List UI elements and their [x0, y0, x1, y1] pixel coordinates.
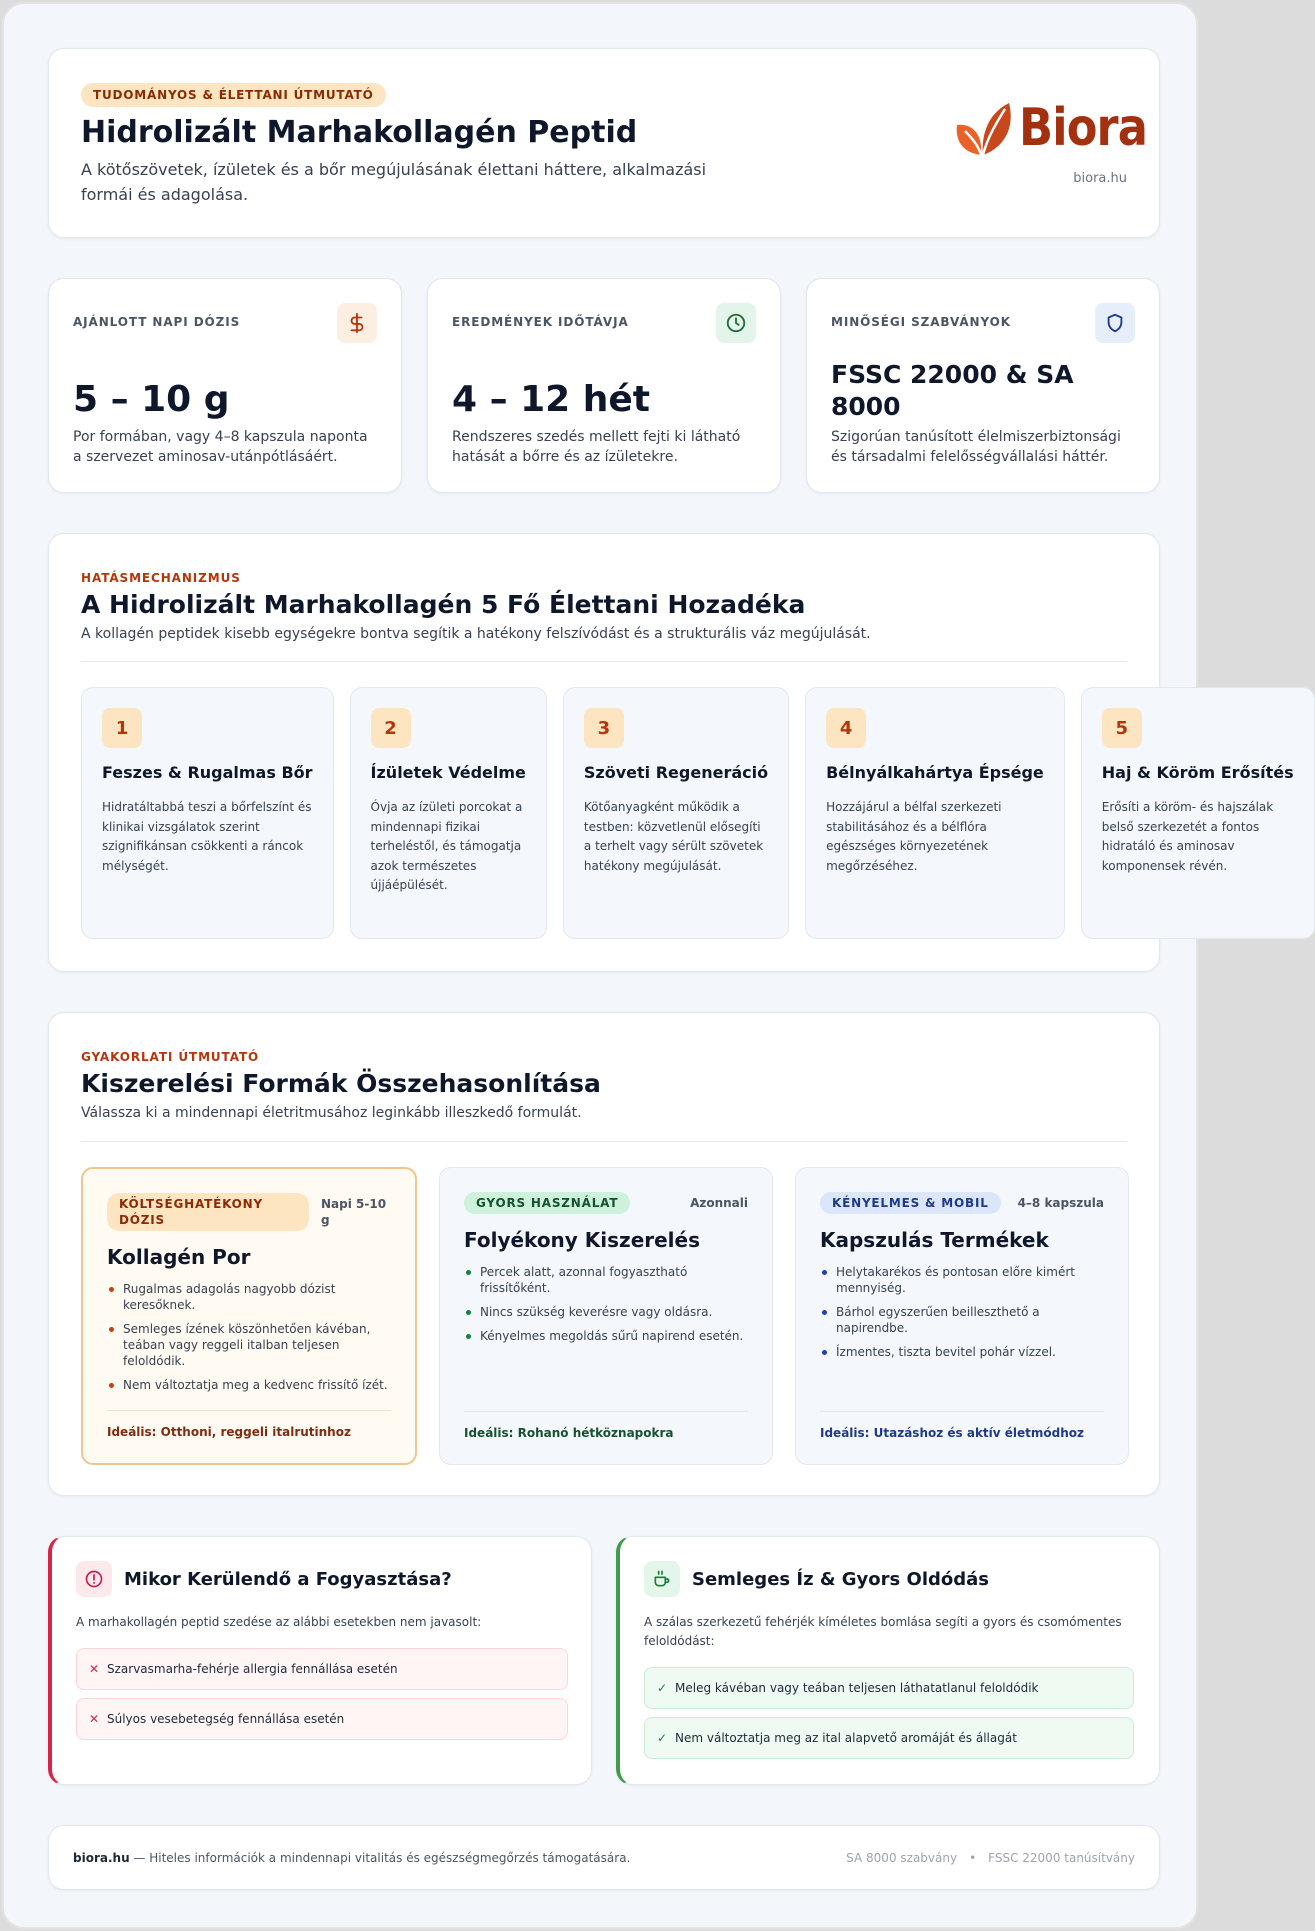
benefit-number: 3: [584, 708, 624, 748]
benefit-number: 4: [826, 708, 866, 748]
warning-item: [76, 1648, 568, 1690]
list-item: Rugalmas adagolás nagyobb dózist keresőknek.: [107, 1281, 391, 1313]
benefit-title: Feszes & Rugalmas Bőr: [102, 763, 313, 782]
benefit-title: Haj & Köröm Erősítés: [1101, 763, 1294, 782]
footer-cert: FSSC 22000 tanúsítvány: [988, 1851, 1135, 1865]
warning-text: Súlyos vesebetegség fennállása esetén: [107, 1712, 345, 1726]
footer-cert: SA 8000 szabvány: [846, 1851, 958, 1865]
footer-certifications: [846, 1826, 1135, 1891]
header-tag: TUDOMÁNYOS & ÉLETTANI ÚTMUTATÓ: [81, 83, 386, 107]
contraindications-card: [48, 1536, 592, 1785]
form-dose: Azonnali: [690, 1196, 748, 1210]
section-title: A Hidrolizált Marhakollagén 5 Fő Élettani Hozadéka: [81, 590, 806, 619]
form-card-list: [81, 1167, 1129, 1465]
benefit-description: Óvja az ízületi porcokat a mindennapi fizikai terheléstől, és támogatja azok természetes újjáépülését.: [370, 800, 523, 892]
card-title: Semleges Íz & Gyors Oldódás: [692, 1568, 989, 1590]
shield-icon: [1095, 303, 1135, 343]
form-title: Kapszulás Termékek: [820, 1228, 1049, 1252]
benefit-title: Ízületek Védelme: [370, 763, 526, 782]
header-url[interactable]: biora.hu: [1073, 171, 1127, 186]
stat-card-standards: [806, 278, 1160, 493]
header-card: [48, 48, 1160, 238]
form-card-capsule[interactable]: [795, 1167, 1129, 1465]
alert-icon: [76, 1561, 112, 1597]
footer-separator: •: [969, 1851, 977, 1865]
benefit-card: [563, 687, 789, 939]
form-title: Folyékony Kiszerelés: [464, 1228, 701, 1252]
stat-label: AJÁNLOTT NAPI DÓZIS: [73, 315, 241, 329]
benefit-check-list: [644, 1667, 1134, 1767]
stat-label: MINŐSÉGI SZABVÁNYOK: [831, 315, 1011, 329]
forms-section: [48, 1012, 1160, 1496]
section-subtitle: Válassza ki a mindennapi életritmusához leginkább illeszkedő formulát.: [81, 1105, 582, 1121]
card-intro: A szálas szerkezetű fehérjék kíméletes bomlása segíti a gyors és csomómentes feloldódást:: [644, 1615, 1122, 1648]
benefit-number: 1: [102, 708, 142, 748]
form-card-powder[interactable]: [81, 1167, 417, 1465]
stat-value: 4 – 12 hét: [452, 379, 650, 420]
check-text: Meleg kávéban vagy teában teljesen láthatatlanul feloldódik: [675, 1681, 1039, 1695]
brand-logo[interactable]: [953, 97, 1148, 159]
benefit-card: [350, 687, 547, 939]
form-ideal: Ideális: Utazáshoz és aktív életmódhoz: [820, 1411, 1104, 1440]
stat-card-timeframe: [427, 278, 781, 493]
form-points: [107, 1281, 391, 1393]
taste-card: [616, 1536, 1160, 1785]
form-ideal: Ideális: Rohanó hétköznapokra: [464, 1411, 748, 1440]
stat-label: EREDMÉNYEK IDŐTÁVJA: [452, 315, 629, 329]
cross-icon: ✕: [89, 1662, 100, 1676]
section-title: Kiszerelési Formák Összehasonlítása: [81, 1069, 601, 1098]
benefit-number: 2: [371, 708, 411, 748]
section-subtitle: A kollagén peptidek kisebb egységekre bontva segítik a hatékony felszívódást és a strukturális váz megújulását.: [81, 626, 871, 642]
warning-text: Szarvasmarha-fehérje allergia fennállása esetén: [107, 1662, 398, 1676]
leaf-logo-icon: [953, 97, 1015, 159]
stat-description: Szigorúan tanúsított élelmiszerbiztonsági és társadalmi felelősségvállalási háttér.: [831, 429, 1121, 465]
check-icon: ✓: [657, 1681, 668, 1695]
list-item: Semleges ízének köszönhetően kávéban, teában vagy reggeli italban teljesen feloldódik.: [107, 1321, 391, 1369]
list-item: Nincs szükség keverésre vagy oldásra.: [464, 1304, 748, 1320]
benefit-title: Szöveti Regeneráció: [583, 763, 769, 782]
form-badge: KÉNYELMES & MOBIL: [820, 1192, 1001, 1214]
list-item: Kényelmes megoldás sűrű napirend esetén.: [464, 1328, 748, 1344]
stat-description: Por formában, vagy 4–8 kapszula naponta a szervezet aminosav-utánpótlásáért.: [73, 429, 368, 465]
benefit-number: 5: [1102, 708, 1142, 748]
section-tag: HATÁSMECHANIZMUS: [81, 571, 241, 585]
list-item: Bárhol egyszerűen beilleszthető a napirendbe.: [820, 1304, 1104, 1336]
logo-wordmark: Biora: [1019, 98, 1148, 158]
check-icon: ✓: [657, 1731, 668, 1745]
form-badge: KÖLTSÉGHATÉKONY DÓZIS: [107, 1193, 309, 1231]
check-text: Nem változtatja meg az ital alapvető aromáját és állagát: [675, 1731, 1017, 1745]
form-badge: GYORS HASZNÁLAT: [464, 1192, 630, 1214]
list-item: Helytakarékos és pontosan előre kimért mennyiség.: [820, 1264, 1104, 1296]
benefit-card: [81, 687, 334, 939]
page-title: Hidrolizált Marhakollagén Peptid: [81, 115, 638, 150]
benefit-description: Kötőanyagként működik a testben: közvetlenül elősegíti a terhelt vagy sérült szövetek hatékony megújulását.: [583, 800, 764, 873]
stat-value: 5 – 10 g: [73, 379, 230, 420]
card-title: Mikor Kerülendő a Fogyasztása?: [124, 1568, 452, 1590]
form-title: Kollagén Por: [107, 1245, 251, 1269]
footer-tagline: — Hiteles információk a mindennapi vitalitás és egészségmegőrzés támogatására.: [129, 1851, 631, 1865]
benefit-card: [1081, 687, 1315, 939]
footer: [48, 1825, 1160, 1890]
stat-value: FSSC 22000 & SA 8000: [831, 360, 1074, 421]
form-dose: Napi 5-10 g: [321, 1197, 387, 1227]
footer-text: [73, 1826, 630, 1891]
benefit-description: Hozzájárul a bélfal szerkezeti stabilitásához és a bélflóra egészséges környezetének megőrzéséhez.: [826, 800, 1002, 873]
benefit-description: Erősíti a köröm- és hajszálak belső szerkezetét a fontos hidratáló és aminosav komponensek révén.: [1101, 800, 1274, 873]
page-subtitle: A kötőszövetek, ízületek és a bőr megújulásának élettani háttere, alkalmazási formái és adagolása.: [81, 160, 707, 204]
dollar-icon: [337, 303, 377, 343]
section-tag: GYAKORLATI ÚTMUTATÓ: [81, 1050, 260, 1064]
warning-item: [76, 1698, 568, 1740]
form-points: [820, 1264, 1104, 1360]
card-intro: A marhakollagén peptid szedése az alábbi esetekben nem javasolt:: [76, 1615, 482, 1629]
form-ideal: Ideális: Otthoni, reggeli italrutinhoz: [107, 1410, 391, 1439]
list-item: Nem változtatja meg a kedvenc frissítő ízét.: [107, 1377, 391, 1393]
list-item: Percek alatt, azonnal fogyasztható frissítőként.: [464, 1264, 748, 1296]
benefit-card: [805, 687, 1065, 939]
footer-brand[interactable]: biora.hu: [73, 1851, 130, 1865]
stat-description: Rendszeres szedés mellett fejti ki látható hatását a bőrre és az ízületekre.: [452, 429, 741, 465]
section-divider: [81, 661, 1127, 662]
stat-card-dose: [48, 278, 402, 493]
list-item: Ízmentes, tiszta bevitel pohár vízzel.: [820, 1344, 1104, 1360]
form-card-liquid[interactable]: [439, 1167, 773, 1465]
section-divider: [81, 1141, 1127, 1142]
page: [2, 2, 1294, 1929]
check-item: [644, 1667, 1134, 1709]
cup-icon: [644, 1561, 680, 1597]
benefit-description: Hidratáltabbá teszi a bőrfelszínt és klinikai vizsgálatok szerint szignifikánsan csökkenti a ráncok mélységét.: [102, 800, 312, 873]
benefit-list: [81, 687, 1294, 939]
cross-icon: ✕: [89, 1712, 100, 1726]
check-item: [644, 1717, 1134, 1759]
clock-icon: [716, 303, 756, 343]
form-dose: 4–8 kapszula: [1017, 1196, 1104, 1210]
benefit-title: Bélnyálkahártya Épsége: [826, 763, 1044, 782]
mechanism-section: [48, 533, 1294, 972]
form-points: [464, 1264, 748, 1344]
warning-list: [76, 1648, 568, 1748]
